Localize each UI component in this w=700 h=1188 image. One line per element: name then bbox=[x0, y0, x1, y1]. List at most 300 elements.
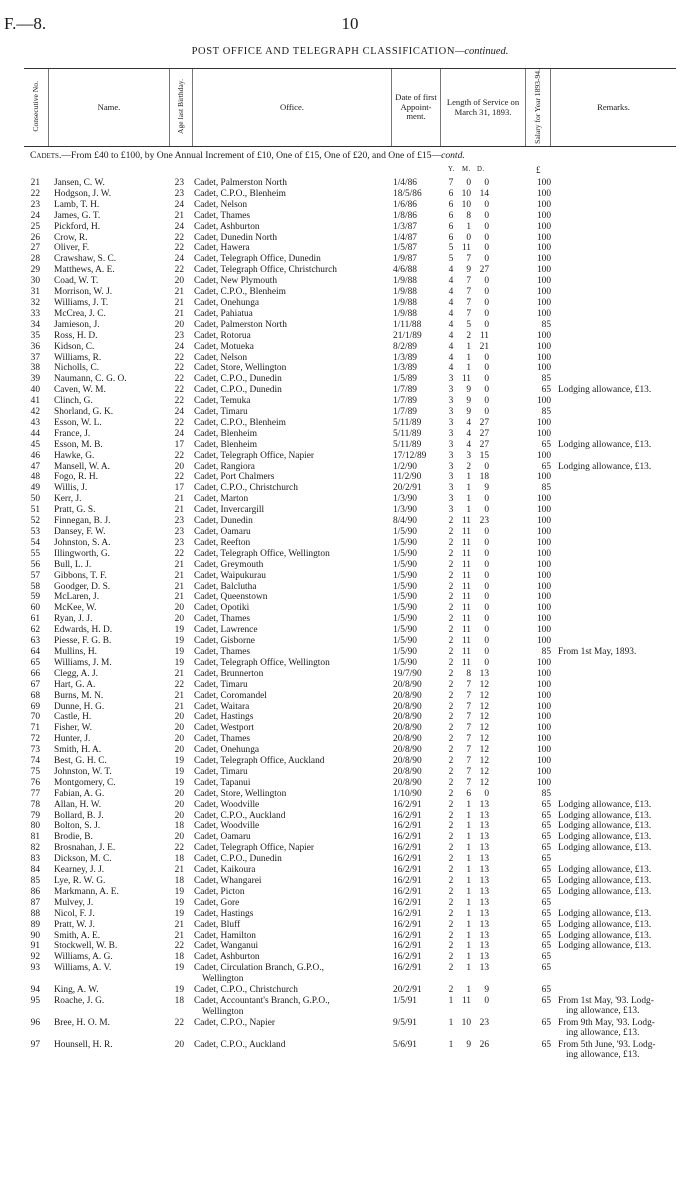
row-salary: 100 bbox=[536, 614, 551, 625]
row-age: 23 bbox=[174, 537, 184, 548]
row-remarks: Lodging allowance, £13. bbox=[558, 843, 652, 854]
row-date: 1/4/86 bbox=[393, 178, 417, 188]
row-name: Hounsell, H. R. bbox=[54, 1039, 113, 1050]
row-days: 13 bbox=[479, 854, 489, 865]
row-months: 1 bbox=[466, 494, 471, 505]
row-number: 49 bbox=[30, 483, 40, 494]
row-days: 12 bbox=[479, 679, 489, 690]
row-name: Mansell, W. A. bbox=[54, 461, 110, 472]
table-row bbox=[0, 582, 700, 593]
row-salary: 100 bbox=[536, 472, 551, 483]
table-row bbox=[0, 211, 700, 222]
row-remarks: From 5th June, '93. Lodg- ing allowance, £13. bbox=[558, 1040, 700, 1061]
row-days: 23 bbox=[479, 1017, 489, 1028]
row-name: James, G. T. bbox=[54, 210, 101, 221]
row-date: 17/12/89 bbox=[393, 450, 427, 461]
row-number: 24 bbox=[30, 210, 40, 221]
row-years: 2 bbox=[448, 734, 454, 745]
row-number: 30 bbox=[30, 276, 40, 287]
table-row bbox=[0, 865, 700, 876]
row-days: 0 bbox=[484, 592, 489, 603]
column-consecutive-no: Consecutive No. bbox=[31, 81, 41, 132]
row-number: 70 bbox=[30, 712, 40, 723]
row-date: 1/5/90 bbox=[393, 646, 417, 657]
row-number: 66 bbox=[30, 668, 40, 679]
page-header bbox=[0, 0, 700, 36]
row-days: 0 bbox=[484, 210, 489, 221]
row-number: 65 bbox=[30, 657, 40, 668]
row-salary: 65 bbox=[541, 985, 551, 996]
row-salary: 100 bbox=[536, 178, 551, 188]
row-salary: 85 bbox=[541, 646, 551, 657]
row-years: 2 bbox=[448, 581, 454, 592]
row-age: 23 bbox=[174, 516, 184, 527]
row-office: Cadet, Hastings bbox=[194, 908, 254, 919]
row-date: 1/3/87 bbox=[393, 221, 417, 232]
row-months: 1 bbox=[466, 810, 471, 821]
table-row bbox=[0, 418, 700, 429]
row-number: 37 bbox=[30, 352, 40, 363]
row-date: 1/2/90 bbox=[393, 461, 417, 472]
row-years: 3 bbox=[448, 417, 454, 428]
row-office: Cadet, C.P.O., Napier bbox=[194, 1017, 275, 1028]
row-office: Cadet, Oamaru bbox=[194, 527, 251, 537]
row-number: 21 bbox=[30, 178, 40, 188]
row-months: 11 bbox=[461, 657, 471, 668]
row-age: 19 bbox=[174, 908, 184, 919]
row-number: 81 bbox=[30, 832, 40, 843]
table-row bbox=[0, 429, 700, 440]
row-office: Cadet, Opotiki bbox=[194, 603, 250, 614]
row-name: Nicol, F. J. bbox=[54, 908, 95, 919]
row-date: 1/5/90 bbox=[393, 581, 417, 592]
row-age: 22 bbox=[174, 1017, 184, 1028]
row-date: 1/5/90 bbox=[393, 603, 417, 614]
row-days: 0 bbox=[484, 646, 489, 657]
table-row bbox=[0, 963, 700, 985]
row-age: 22 bbox=[174, 548, 184, 559]
table-row bbox=[0, 800, 700, 811]
row-age: 24 bbox=[174, 341, 184, 352]
row-months: 5 bbox=[466, 319, 471, 330]
row-office: Cadet, Nelson bbox=[194, 352, 248, 363]
row-salary: 100 bbox=[536, 734, 551, 745]
row-salary: 65 bbox=[541, 385, 551, 396]
column-header bbox=[24, 68, 676, 147]
row-date: 16/2/91 bbox=[393, 832, 422, 843]
row-months: 4 bbox=[466, 439, 471, 450]
row-date: 1/10/90 bbox=[393, 788, 422, 799]
row-salary: 100 bbox=[536, 308, 551, 319]
table-row bbox=[0, 658, 700, 669]
row-date: 16/2/91 bbox=[393, 908, 422, 919]
row-days: 13 bbox=[479, 843, 489, 854]
row-office: Cadet, Wanganui bbox=[194, 941, 259, 952]
row-salary: 100 bbox=[536, 265, 551, 276]
unit-pound: £ bbox=[536, 165, 541, 175]
row-office: Cadet, Onehunga bbox=[194, 745, 260, 756]
row-remarks: Lodging allowance, £13. bbox=[558, 919, 652, 930]
row-days: 0 bbox=[484, 559, 489, 570]
row-name: Williams, A. V. bbox=[54, 963, 112, 974]
table-row bbox=[0, 1018, 700, 1040]
row-years: 2 bbox=[448, 592, 454, 603]
row-salary: 100 bbox=[536, 428, 551, 439]
row-years: 2 bbox=[448, 788, 454, 799]
row-days: 12 bbox=[479, 690, 489, 701]
row-name: Hart, G. A. bbox=[54, 679, 96, 690]
row-number: 31 bbox=[30, 287, 40, 298]
row-date: 20/2/91 bbox=[393, 483, 422, 494]
row-age: 19 bbox=[174, 756, 184, 767]
row-date: 20/2/91 bbox=[393, 985, 422, 996]
row-office: Cadet, Oamaru bbox=[194, 832, 251, 843]
row-date: 16/2/91 bbox=[393, 919, 422, 930]
row-number: 68 bbox=[30, 690, 40, 701]
row-date: 5/11/89 bbox=[393, 439, 422, 450]
row-name: Kerr, J. bbox=[54, 494, 82, 505]
row-date: 16/2/91 bbox=[393, 952, 422, 963]
row-office: Cadet, Hawera bbox=[194, 243, 250, 254]
row-salary: 85 bbox=[541, 374, 551, 385]
row-date: 16/2/91 bbox=[393, 865, 422, 876]
row-months: 7 bbox=[466, 287, 471, 298]
row-days: 0 bbox=[484, 995, 489, 1006]
row-salary: 100 bbox=[536, 516, 551, 527]
row-years: 2 bbox=[448, 559, 454, 570]
table-row bbox=[0, 614, 700, 625]
row-days: 0 bbox=[484, 297, 489, 308]
row-days: 0 bbox=[484, 308, 489, 319]
row-name: Matthews, A. E. bbox=[54, 265, 115, 276]
row-months: 11 bbox=[461, 559, 471, 570]
section-text: .—From £40 to £100, by One Annual Increment of £10, One of £15, One of £20, and One of £15— bbox=[58, 150, 442, 161]
row-days: 0 bbox=[484, 788, 489, 799]
row-number: 72 bbox=[30, 734, 40, 745]
table-row bbox=[0, 941, 700, 952]
row-remarks: Lodging allowance, £13. bbox=[558, 810, 652, 821]
row-months: 11 bbox=[461, 537, 471, 548]
row-months: 7 bbox=[466, 701, 471, 712]
row-months: 7 bbox=[466, 777, 471, 788]
row-office: Cadet, Motueka bbox=[194, 341, 254, 352]
row-age: 21 bbox=[174, 287, 184, 298]
row-years: 7 bbox=[448, 178, 454, 188]
row-days: 0 bbox=[484, 221, 489, 232]
row-salary: 100 bbox=[536, 668, 551, 679]
row-remarks: Lodging allowance, £13. bbox=[558, 908, 652, 919]
row-months: 1 bbox=[466, 876, 471, 886]
row-years: 2 bbox=[448, 603, 454, 614]
row-years: 3 bbox=[448, 505, 454, 516]
row-years: 2 bbox=[448, 886, 454, 897]
table-row bbox=[0, 821, 700, 832]
row-remarks: Lodging allowance, £13. bbox=[558, 941, 652, 952]
table-row bbox=[0, 516, 700, 527]
row-salary: 65 bbox=[541, 963, 551, 974]
row-name: Shorland, G. K. bbox=[54, 407, 114, 418]
table-row bbox=[0, 734, 700, 745]
row-office: Cadet, C.P.O., Christchurch bbox=[194, 483, 298, 494]
row-number: 80 bbox=[30, 821, 40, 832]
row-name: Roache, J. G. bbox=[54, 995, 105, 1006]
row-salary: 65 bbox=[541, 832, 551, 843]
row-age: 22 bbox=[174, 450, 184, 461]
row-age: 21 bbox=[174, 930, 184, 941]
row-years: 3 bbox=[448, 374, 454, 385]
row-office: Cadet, Telegraph Office, Wellington bbox=[194, 548, 330, 559]
title-main: POST OFFICE AND TELEGRAPH CLASSIFICATION bbox=[191, 46, 456, 57]
row-name: Hunter, J. bbox=[54, 734, 91, 745]
row-name: Mulvey, J. bbox=[54, 897, 94, 908]
row-days: 13 bbox=[479, 919, 489, 930]
row-number: 47 bbox=[30, 461, 40, 472]
row-years: 2 bbox=[448, 646, 454, 657]
row-name: Fogo, R. H. bbox=[54, 472, 99, 483]
row-months: 0 bbox=[466, 232, 471, 243]
row-office: Cadet, Gore bbox=[194, 897, 240, 908]
row-years: 3 bbox=[448, 385, 454, 396]
row-date: 20/8/90 bbox=[393, 766, 422, 777]
row-date: 1/5/87 bbox=[393, 243, 417, 254]
table-row bbox=[0, 233, 700, 244]
table-row bbox=[0, 723, 700, 734]
row-salary: 100 bbox=[536, 287, 551, 298]
row-age: 20 bbox=[174, 832, 184, 843]
row-years: 3 bbox=[448, 450, 454, 461]
row-years: 2 bbox=[448, 614, 454, 625]
row-date: 4/6/88 bbox=[393, 265, 417, 276]
row-number: 41 bbox=[30, 396, 40, 407]
row-years: 2 bbox=[448, 679, 454, 690]
row-remarks: Lodging allowance, £13. bbox=[558, 385, 652, 396]
row-days: 0 bbox=[484, 494, 489, 505]
row-months: 1 bbox=[466, 985, 471, 996]
row-years: 2 bbox=[448, 799, 454, 810]
row-age: 23 bbox=[174, 330, 184, 341]
row-salary: 100 bbox=[536, 341, 551, 352]
row-date: 1/5/90 bbox=[393, 527, 417, 537]
row-name: Lye, R. W. G. bbox=[54, 876, 106, 886]
row-years: 2 bbox=[448, 963, 454, 974]
row-number: 94 bbox=[30, 985, 40, 996]
row-years: 2 bbox=[448, 985, 454, 996]
row-salary: 85 bbox=[541, 483, 551, 494]
row-name: Dickson, M. C. bbox=[54, 854, 112, 865]
row-months: 11 bbox=[461, 581, 471, 592]
row-salary: 100 bbox=[536, 657, 551, 668]
row-number: 28 bbox=[30, 254, 40, 265]
row-age: 22 bbox=[174, 243, 184, 254]
row-office: Cadet, Timaru bbox=[194, 766, 248, 777]
row-months: 7 bbox=[466, 756, 471, 767]
row-office: Cadet, Telegraph Office, Napier bbox=[194, 450, 315, 461]
row-days: 13 bbox=[479, 897, 489, 908]
row-office: Cadet, C.P.O., Christchurch bbox=[194, 985, 298, 996]
table-row bbox=[0, 309, 700, 320]
row-age: 20 bbox=[174, 614, 184, 625]
row-name: Lamb, T. H. bbox=[54, 199, 100, 210]
row-days: 0 bbox=[484, 319, 489, 330]
row-days: 0 bbox=[484, 254, 489, 265]
row-salary: 100 bbox=[536, 396, 551, 407]
row-age: 20 bbox=[174, 1039, 184, 1050]
row-age: 20 bbox=[174, 319, 184, 330]
row-days: 0 bbox=[484, 537, 489, 548]
row-office: Cadet, Telegraph Office, Christchurch bbox=[194, 265, 337, 276]
row-months: 11 bbox=[461, 625, 471, 636]
row-months: 1 bbox=[466, 930, 471, 941]
table-row bbox=[0, 909, 700, 920]
row-age: 19 bbox=[174, 625, 184, 636]
row-date: 1/5/90 bbox=[393, 614, 417, 625]
row-months: 11 bbox=[461, 516, 471, 527]
row-years: 3 bbox=[448, 396, 454, 407]
row-age: 19 bbox=[174, 886, 184, 897]
row-name: Kearney, J. J. bbox=[54, 865, 105, 876]
table-row bbox=[0, 374, 700, 385]
row-number: 46 bbox=[30, 450, 40, 461]
row-date: 5/11/89 bbox=[393, 417, 422, 428]
row-office: Cadet, Telegraph Office, Dunedin bbox=[194, 254, 321, 265]
row-number: 79 bbox=[30, 810, 40, 821]
table-row bbox=[0, 298, 700, 309]
row-months: 7 bbox=[466, 766, 471, 777]
row-age: 19 bbox=[174, 897, 184, 908]
row-office: Cadet, Onehunga bbox=[194, 297, 260, 308]
row-number: 78 bbox=[30, 799, 40, 810]
row-days: 13 bbox=[479, 952, 489, 963]
row-age: 18 bbox=[174, 952, 184, 963]
row-years: 4 bbox=[448, 363, 454, 374]
row-months: 11 bbox=[461, 995, 471, 1006]
row-name: Smith, A. E. bbox=[54, 930, 101, 941]
row-salary: 65 bbox=[541, 919, 551, 930]
row-months: 1 bbox=[466, 886, 471, 897]
row-age: 20 bbox=[174, 723, 184, 734]
row-name: Williams, R. bbox=[54, 352, 102, 363]
row-years: 2 bbox=[448, 876, 454, 886]
table-row bbox=[0, 200, 700, 211]
row-office: Cadet, Telegraph Office, Auckland bbox=[194, 756, 325, 767]
row-date: 1/7/89 bbox=[393, 407, 417, 418]
column-length: Length of Service on March 31, 1893. bbox=[441, 69, 526, 147]
row-age: 24 bbox=[174, 254, 184, 265]
row-number: 77 bbox=[30, 788, 40, 799]
row-age: 19 bbox=[174, 646, 184, 657]
row-remarks: Lodging allowance, £13. bbox=[558, 876, 652, 886]
row-age: 20 bbox=[174, 734, 184, 745]
cadet-table bbox=[0, 178, 700, 1061]
table-row bbox=[0, 353, 700, 364]
row-number: 67 bbox=[30, 679, 40, 690]
row-name: Burns, M. N. bbox=[54, 690, 104, 701]
table-row bbox=[0, 854, 700, 865]
row-months: 1 bbox=[466, 341, 471, 352]
row-age: 21 bbox=[174, 494, 184, 505]
row-office: Cadet, Brunnerton bbox=[194, 668, 264, 679]
row-number: 87 bbox=[30, 897, 40, 908]
row-salary: 100 bbox=[536, 592, 551, 603]
row-salary: 100 bbox=[536, 232, 551, 243]
row-age: 22 bbox=[174, 265, 184, 276]
row-age: 22 bbox=[174, 417, 184, 428]
row-name: Mullins, H. bbox=[54, 646, 97, 657]
row-days: 13 bbox=[479, 668, 489, 679]
table-row bbox=[0, 876, 700, 887]
row-office: Cadet, Circulation Branch, G.P.O., Wellington bbox=[194, 963, 382, 985]
row-number: 54 bbox=[30, 537, 40, 548]
row-days: 27 bbox=[479, 439, 489, 450]
row-age: 24 bbox=[174, 428, 184, 439]
table-row bbox=[0, 472, 700, 483]
row-age: 19 bbox=[174, 985, 184, 996]
table-row bbox=[0, 331, 700, 342]
row-date: 1/11/88 bbox=[393, 319, 422, 330]
row-years: 3 bbox=[448, 407, 454, 418]
row-office: Cadet, C.P.O., Dunedin bbox=[194, 854, 282, 865]
row-office: Cadet, Timaru bbox=[194, 679, 248, 690]
row-number: 44 bbox=[30, 428, 40, 439]
row-months: 1 bbox=[466, 952, 471, 963]
row-office: Cadet, Blenheim bbox=[194, 439, 258, 450]
table-row bbox=[0, 178, 700, 189]
row-years: 2 bbox=[448, 766, 454, 777]
row-name: Johnston, S. A. bbox=[54, 537, 111, 548]
row-days: 0 bbox=[484, 548, 489, 559]
row-days: 27 bbox=[479, 428, 489, 439]
row-salary: 100 bbox=[536, 548, 551, 559]
row-salary: 100 bbox=[536, 679, 551, 690]
row-date: 9/5/91 bbox=[393, 1017, 417, 1028]
row-days: 0 bbox=[484, 243, 489, 254]
row-date: 1/5/90 bbox=[393, 625, 417, 636]
table-row bbox=[0, 636, 700, 647]
row-years: 4 bbox=[448, 352, 454, 363]
row-number: 86 bbox=[30, 886, 40, 897]
row-number: 88 bbox=[30, 908, 40, 919]
row-age: 24 bbox=[174, 221, 184, 232]
row-name: Fabian, A. G. bbox=[54, 788, 105, 799]
row-name: Ross, H. D. bbox=[54, 330, 98, 341]
unit-months: M. bbox=[462, 166, 471, 173]
row-date: 1/8/86 bbox=[393, 210, 417, 221]
row-years: 2 bbox=[448, 897, 454, 908]
row-years: 2 bbox=[448, 777, 454, 788]
row-office: Cadet, Store, Wellington bbox=[194, 363, 287, 374]
row-age: 17 bbox=[174, 483, 184, 494]
row-salary: 65 bbox=[541, 854, 551, 865]
table-row bbox=[0, 440, 700, 451]
row-age: 21 bbox=[174, 210, 184, 221]
row-office: Cadet, Rangiora bbox=[194, 461, 255, 472]
row-number: 51 bbox=[30, 505, 40, 516]
row-months: 1 bbox=[466, 505, 471, 516]
row-months: 11 bbox=[461, 374, 471, 385]
table-row bbox=[0, 691, 700, 702]
row-days: 0 bbox=[484, 276, 489, 287]
row-years: 1 bbox=[448, 1017, 454, 1028]
row-number: 42 bbox=[30, 407, 40, 418]
row-office: Cadet, Thames bbox=[194, 614, 251, 625]
table-row bbox=[0, 1040, 700, 1062]
row-years: 2 bbox=[448, 712, 454, 723]
table-row bbox=[0, 287, 700, 298]
row-days: 12 bbox=[479, 723, 489, 734]
row-name: Jansen, C. W. bbox=[54, 178, 105, 188]
row-salary: 100 bbox=[536, 701, 551, 712]
row-remarks-continued: ing allowance, £13. bbox=[566, 1006, 640, 1017]
